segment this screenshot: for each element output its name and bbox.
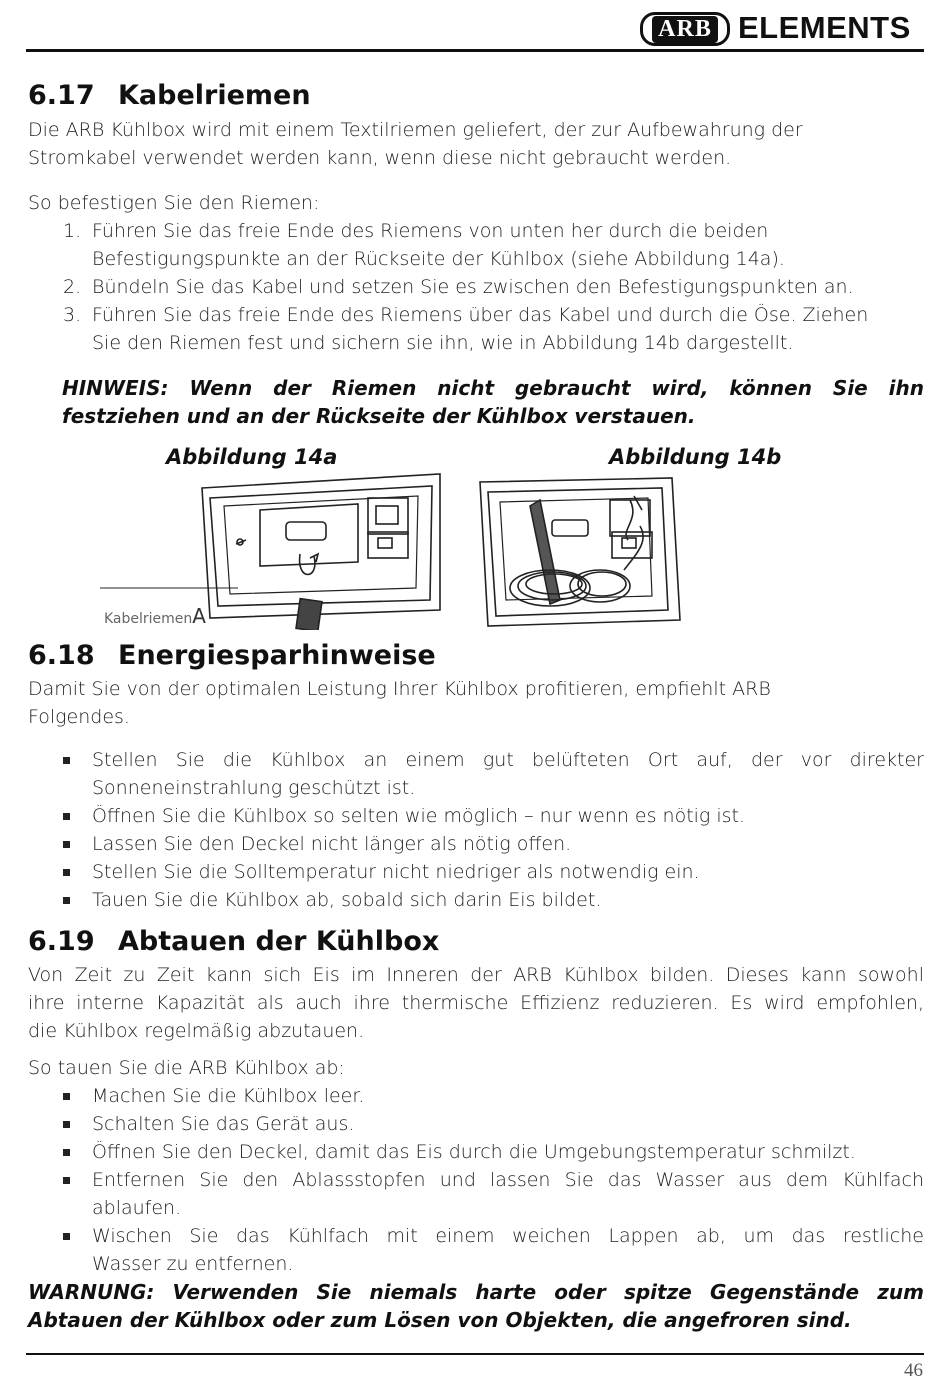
list-item: Wischen Sie das Kühlfach mit einem weichen Lappen ab, um das restliche Wasser zu entfernen. — [28, 1222, 924, 1278]
list-item: 1. Führen Sie das freie Ende des Riemens von unten her durch die beiden Befestigungspunkte an der Rückseite der Kühlbox (siehe Abbildung 14a). — [63, 220, 785, 270]
s619-warning: WARNUNG: Verwenden Sie niemals harte oder spitze Gegenstände zum Abtauen der Kühlbox oder zum Lösen von Objekten, die angefroren sind. — [28, 1280, 924, 1332]
bullet-icon — [63, 1233, 70, 1240]
list-item: Stellen Sie die Solltemperatur nicht niedriger als notwendig ein. — [28, 858, 924, 886]
section-heading-6-17: 6.17 Kabelriemen — [28, 80, 311, 111]
s618-bullets — [28, 746, 924, 914]
list-item: 3. Führen Sie das freie Ende des Riemens über das Kabel und durch die Öse. Ziehen Sie den Riemen fest und sichern sie ihn, wie in Abbildung 14b dargestellt. — [63, 304, 869, 354]
list-item: Öffnen Sie den Deckel, damit das Eis durch die Umgebungstemperatur schmilzt. — [28, 1138, 924, 1166]
kabelriemen-label: KabelriemenA — [104, 604, 206, 628]
list-item: Tauen Sie die Kühlbox ab, sobald sich darin Eis bildet. — [28, 886, 924, 914]
page-number: 46 — [904, 1360, 923, 1381]
bullet-icon — [63, 1121, 70, 1128]
list-item: Machen Sie die Kühlbox leer. — [28, 1082, 924, 1110]
list-item: Öffnen Sie die Kühlbox so selten wie möglich – nur wenn es nötig ist. — [28, 802, 924, 830]
section-heading-6-18: 6.18 Energiesparhinweise — [28, 640, 436, 671]
s617-intro: Die ARB Kühlbox wird mit einem Textilriemen geliefert, der zur Aufbewahrung der Stromkabel verwendet werden kann, wenn diese nicht gebraucht werden. — [28, 119, 803, 169]
list-item: 2. Bündeln Sie das Kabel und setzen Sie es zwischen den Befestigungspunkten an. — [63, 276, 854, 298]
s617-lead: So befestigen Sie den Riemen: — [28, 192, 320, 214]
bullet-icon — [63, 1149, 70, 1156]
s619-lead: So tauen Sie die ARB Kühlbox ab: — [28, 1057, 345, 1079]
bullet-icon — [63, 1177, 70, 1184]
s617-note: HINWEIS: Wenn der Riemen nicht gebraucht wird, können Sie ihn festziehen und an der Rückseite der Kühlbox verstauen. — [62, 376, 924, 428]
bullet-icon — [63, 869, 70, 876]
list-item: Stellen Sie die Kühlbox an einem gut belüfteten Ort auf, der vor direkter Sonneneinstrahlung geschützt ist. — [28, 746, 924, 802]
arb-logo: ARB — [640, 12, 730, 46]
bullet-icon — [63, 1093, 70, 1100]
section-heading-6-19: 6.19 Abtauen der Kühlbox — [28, 926, 440, 957]
figure-caption-14b: Abbildung 14b — [609, 445, 782, 469]
footer-rule — [26, 1353, 924, 1355]
s619-bullets — [28, 1082, 924, 1278]
list-item: Schalten Sie das Gerät aus. — [28, 1110, 924, 1138]
list-item: Entfernen Sie den Ablassstopfen und lassen Sie das Wasser aus dem Kühlfach ablaufen. — [28, 1166, 924, 1222]
bullet-icon — [63, 757, 70, 764]
bullet-icon — [63, 841, 70, 848]
bullet-icon — [63, 897, 70, 904]
list-item: Lassen Sie den Deckel nicht länger als nötig offen. — [28, 830, 924, 858]
bullet-icon — [63, 813, 70, 820]
brand-title: ELEMENTS — [738, 10, 911, 45]
figure-caption-14a: Abbildung 14a — [166, 445, 338, 469]
header-rule — [26, 49, 924, 52]
figure-14b-drawing — [480, 478, 680, 626]
s617-steps — [28, 217, 924, 357]
s619-intro: Von Zeit zu Zeit kann sich Eis im Inneren der ARB Kühlbox bilden. Dieses kann sowohl ihre interne Kapazität als auch ihre thermische Effizienz reduzieren. Es wird empfohlen, die Kühlbox regelmäßig abzutauen. — [28, 964, 924, 1042]
s618-intro: Damit Sie von der optimalen Leistung Ihrer Kühlbox profitieren, empfiehlt ARB Folgendes. — [28, 678, 771, 728]
